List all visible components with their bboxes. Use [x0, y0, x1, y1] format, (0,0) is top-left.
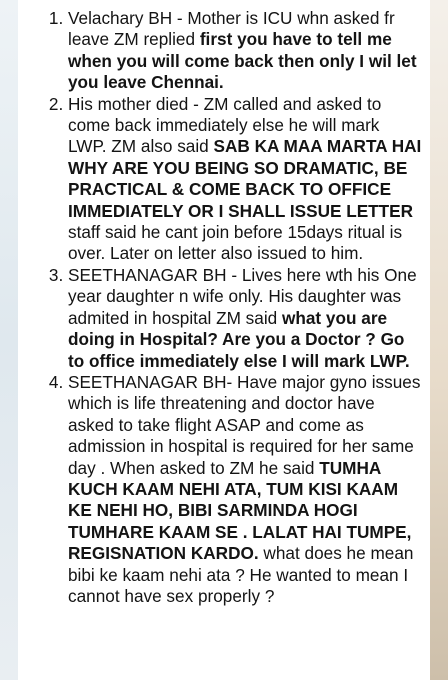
item-text: His mother died - ZM called and asked to come back immediately else he will mark LWP. ZM also said — [68, 93, 382, 157]
list-item — [68, 94, 422, 265]
item-text: staff said he cant join before 15days ritual is over. Later on letter also issued to him. — [68, 222, 403, 264]
list-item — [68, 372, 422, 607]
item-text: Velachary BH - Mother is ICU whn asked fr leave ZM replied — [68, 8, 395, 50]
message-bubble — [18, 0, 430, 680]
item-quote-bold: what you are doing in Hospital? Are you a Doctor ? Go to office immediately else I will mark LWP. — [68, 307, 410, 371]
item-text: SEETHANAGAR BH- Have major gyno issues which is life threatening and doctor have asked to take flight ASAP and come as admission in hospital is required for her same day . When asked to ZM he said — [68, 371, 421, 478]
complaint-list — [24, 8, 422, 607]
list-item — [68, 265, 422, 372]
item-quote-bold: SAB KA MAA MARTA HAI WHY ARE YOU BEING SO DRAMATIC, BE PRACTICAL & COME BACK TO OFFICE IMMEDIATELY OR I SHALL ISSUE LETTER — [68, 136, 422, 221]
item-quote-bold: first you have to tell me when you will come back then only I wil let you leave Chennai. — [68, 29, 417, 93]
item-quote-bold: TUMHA KUCH KAAM NEHI ATA, TUM KISI KAAM KE NEHI HO, BIBI SARMINDA HOGI TUMHARE KAAM SE . LALAT HAI TUMPE, REGISNATION KARDO. — [68, 457, 412, 564]
item-text: SEETHANAGAR BH - Lives here wth his One year daughter n wife only. His daughter was admited in hospital ZM said — [68, 264, 417, 328]
item-text: what does he mean bibi ke kaam nehi ata ? He wanted to mean I cannot have sex properly ? — [68, 543, 414, 606]
list-item — [68, 8, 422, 94]
